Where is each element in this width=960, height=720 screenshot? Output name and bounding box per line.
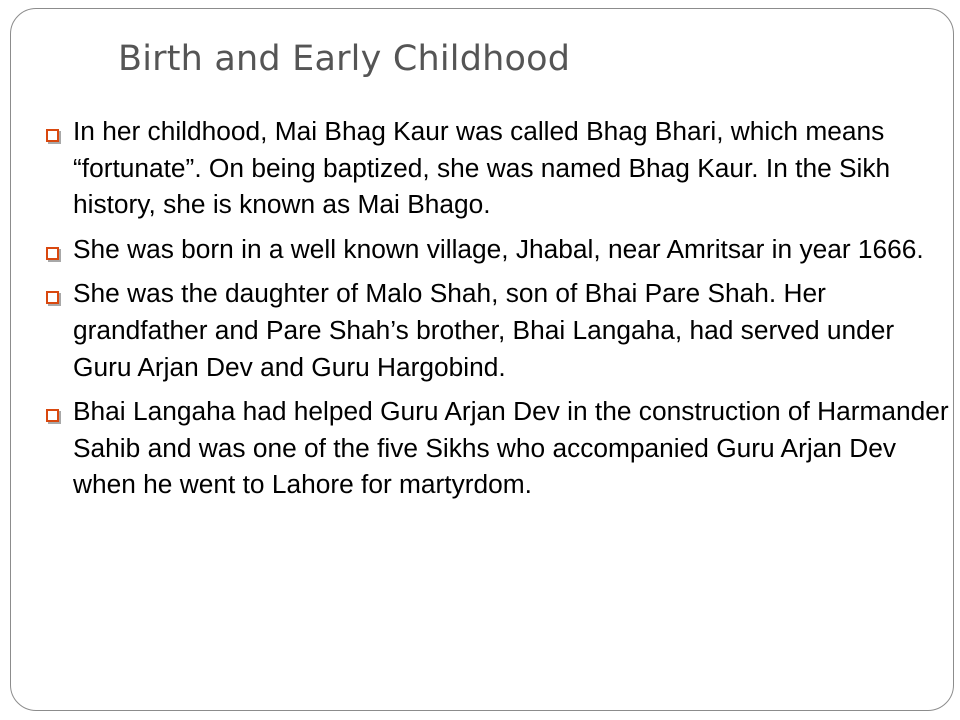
square-bullet-icon — [46, 409, 59, 422]
bullet-item — [43, 113, 959, 223]
bullet-text: She was born in a well known village, Jhabal, near Amritsar in year 1666. — [73, 233, 924, 264]
bullet-item — [43, 393, 959, 503]
square-bullet-icon — [46, 247, 59, 260]
bullet-item — [43, 275, 959, 385]
slide-frame — [10, 8, 954, 711]
bullet-text: In her childhood, Mai Bhag Kaur was called Bhag Bhari, which means “fortunate”. On being baptized, she was named Bhag Kaur. In the Sikh history, she is known as Mai Bhago. — [73, 116, 891, 220]
slide-title: Birth and Early Childhood — [118, 39, 571, 79]
bullet-item — [43, 231, 959, 268]
square-bullet-icon — [46, 129, 59, 142]
bullet-list — [43, 113, 959, 511]
bullet-text: Bhai Langaha had helped Guru Arjan Dev in the construction of Harmander Sahib and was one of the five Sikhs who accompanied Guru Arjan Dev when he went to Lahore for martyrdom. — [73, 396, 949, 500]
square-bullet-icon — [46, 291, 59, 304]
bullet-text: She was the daughter of Malo Shah, son of Bhai Pare Shah. Her grandfather and Pare Shah’s brother, Bhai Langaha, had served under Guru Arjan Dev and Guru Hargobind. — [73, 278, 895, 382]
